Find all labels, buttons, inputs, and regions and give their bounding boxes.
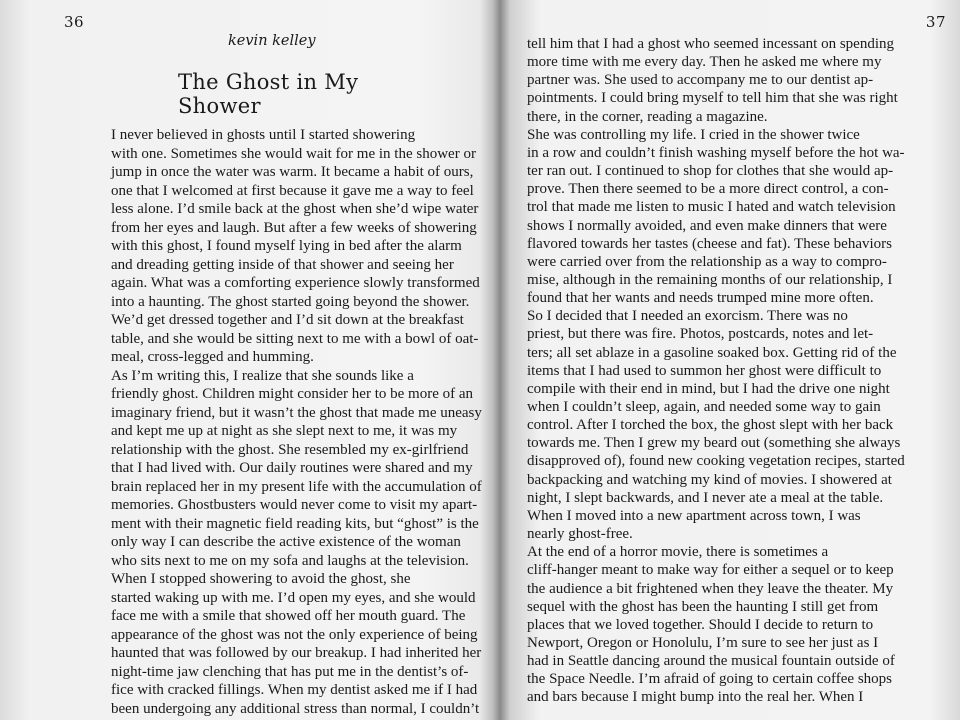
text-line: I never believed in ghosts until I started showering (111, 127, 416, 143)
text-line: one that I welcomed at first because it gave me a way to feel (111, 182, 474, 199)
text-line: trol that made me listen to music I hated and watch television (527, 199, 896, 216)
text-line: When I moved into a new apartment across town, I was (527, 507, 861, 524)
text-line: that I had lived with. Our daily routines were shared and my (111, 460, 473, 476)
text-line: places that we loved together. Should I decide to return to (527, 616, 874, 633)
text-line: night, I slept backwards, and I never ate a meal at the table. (527, 489, 884, 506)
text-line: tell him that I had a ghost who seemed incessant on spending (527, 36, 895, 52)
text-line: Newport, Oregon or Honolulu, I’m sure to see her just as I (527, 634, 879, 651)
text-line: table, and she would be sitting next to me with a bowl of oat- (111, 330, 479, 347)
text-line: items that I had used to summon her ghost were difficult to (527, 362, 882, 379)
text-line: started waking up with me. I’d open my eyes, and she would (111, 589, 476, 606)
text-line: and bars because I might bump into the real her. When I (527, 689, 864, 706)
text-line: and dreading getting inside of that shower and seeing her (111, 256, 454, 273)
text-line: more time with me every day. Then he asked me where my (527, 54, 882, 71)
text-line: So I decided that I needed an exorcism. There was no (527, 308, 848, 325)
text-line: when I couldn’t sleep, again, and needed some way to gain (527, 399, 881, 415)
text-line: from her eyes and laugh. But after a few weeks of showering (111, 219, 477, 236)
text-line: face me with a smile that showed off her mouth guard. The (111, 608, 466, 624)
text-line: and kept me up at night as she slept next to me, it was my (111, 423, 458, 439)
text-line: cliff-hanger meant to make way for either a sequel or to keep (527, 562, 894, 579)
text-line: had in Seattle dancing around the musical fountain outside of (527, 653, 895, 670)
text-line: mise, although in the remaining months of our relationship, I (527, 271, 893, 288)
text-line: brain replaced her in my present life with the accumulation of (111, 478, 482, 495)
text-line: At the end of a horror movie, there is sometimes a (527, 544, 829, 561)
right-page (500, 0, 960, 720)
text-line: who sits next to me on my sofa and laughs at the television. (111, 552, 469, 569)
text-line: shows I normally avoided, and even make dinners that were (527, 217, 887, 234)
text-line: with this ghost, I found myself lying in bed after the alarm (111, 238, 462, 254)
page-number-left: 36 (64, 13, 85, 31)
text-line: in a row and couldn’t finish washing myself before the hot wa- (527, 144, 905, 161)
text-line: ters; all set ablaze in a gasoline soaked box. Getting rid of the (527, 344, 897, 361)
text-line: less alone. I’d smile back at the ghost when she’d wipe water (111, 201, 479, 217)
text-line: appearance of the ghost was not the only experience of being (111, 626, 478, 643)
text-line: relationship with the ghost. She resembled my ex-girlfriend (111, 441, 469, 458)
text-line: the Space Needle. I’m afraid of going to certain coffee shops (527, 671, 892, 688)
text-line: As I’m writing this, I realize that she sounds like a (111, 367, 414, 384)
text-line: sequel with the ghost has been the haunting I still get from (527, 598, 879, 615)
text-line: the audience a bit frightened when they leave the theater. My (527, 580, 894, 597)
text-line: fice with cracked fillings. When my dentist asked me if I had (111, 682, 478, 698)
text-line: We’d get dressed together and I’d sit down at the breakfast (111, 312, 464, 328)
text-line: into a haunting. The ghost started going beyond the shower. (111, 293, 470, 310)
text-line: were carried over from the relationship as a way to compro- (527, 253, 887, 270)
text-line: meal, cross-legged and humming. (111, 349, 314, 365)
text-line: flavored towards her tastes (cheese and fat). These behaviors (527, 235, 892, 252)
text-line: haunted that was followed by our breakup. I had inherited her (111, 645, 482, 661)
text-line: jump in once the water was warm. It became a habit of ours, (111, 164, 474, 180)
text-line: there, in the corner, reading a magazine. (527, 108, 768, 125)
text-line: again. What was a comforting experience slowly transformed (111, 275, 480, 291)
text-line: only way I can describe the active existence of the woman (111, 534, 461, 550)
text-line: found that her wants and needs trumped mine more often. (527, 290, 874, 307)
text-line: pointments. I could bring myself to tell him that she was right (527, 90, 898, 107)
text-line: She was controlling my life. I cried in the shower twice (527, 126, 860, 143)
text-line: ter ran out. I continued to shop for clothes that she would ap- (527, 163, 894, 180)
text-line: friendly ghost. Children might consider her to be more of an (111, 386, 473, 402)
text-line: imaginary friend, but it wasn’t the ghost that made me uneasy (111, 404, 482, 421)
text-line: priest, but there was fire. Photos, postcards, notes and let- (527, 326, 874, 343)
text-line: prove. Then there seemed to be a more direct control, a con- (527, 181, 889, 198)
text-line: disapproved of), found new cooking vegetation recipes, started (527, 453, 905, 470)
text-line: with one. Sometimes she would wait for me in the shower or (111, 145, 476, 162)
chapter-title: The Ghost in My Shower (178, 70, 359, 118)
text-line: been undergoing any additional stress than normal, I couldn’t (111, 700, 480, 717)
text-line: partner was. She used to accompany me to our dentist ap- (527, 72, 874, 89)
text-line: control. After I torched the box, the ghost slept with her back (527, 417, 894, 434)
text-line: ment with their magnetic field reading kits, but “ghost” is the (111, 515, 479, 532)
text-line: When I stopped showering to avoid the ghost, she (111, 571, 411, 587)
text-line: memories. Ghostbusters would never come to visit my apart- (111, 497, 478, 513)
page-number-right: 37 (925, 13, 946, 31)
text-line: nearly ghost-free. (527, 526, 633, 543)
text-line: backpacking and watching my kind of movies. I showered at (527, 471, 892, 488)
running-head: kevin kelley (228, 33, 316, 49)
text-line: night-time jaw clenching that has put me in the dentist’s of- (111, 663, 469, 680)
text-line: towards me. Then I grew my beard out (something she always (527, 435, 901, 452)
text-line: compile with their end in mind, but I had the drive one night (527, 380, 890, 397)
